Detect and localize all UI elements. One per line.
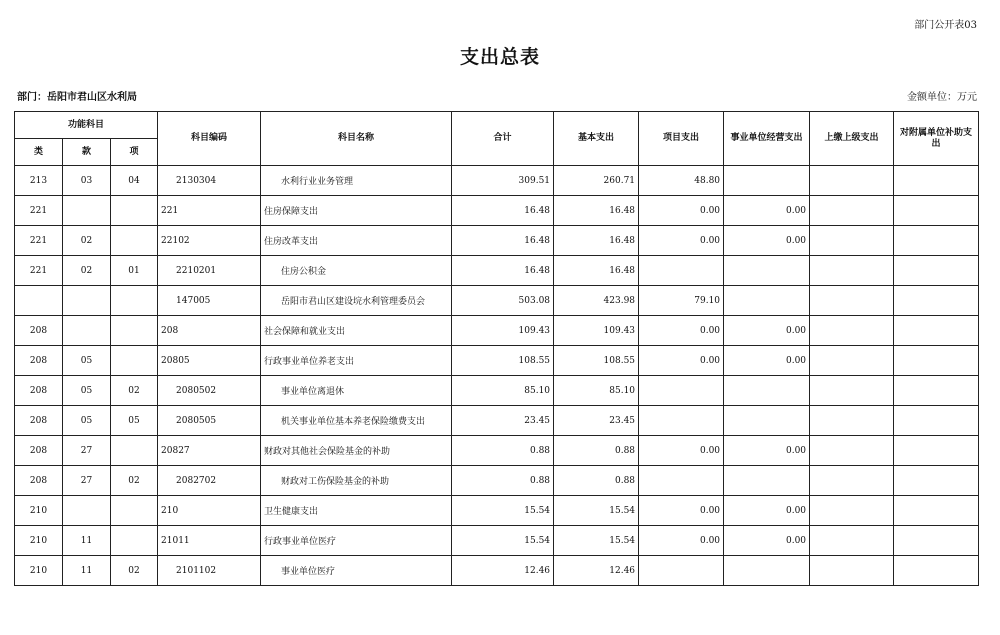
cell-lei: 221 [15,256,63,286]
table-row [15,346,979,376]
table-row [15,286,979,316]
cell-kuan: 03 [63,166,111,196]
cell-project: 0.00 [639,346,724,376]
cell-basic: 260.71 [554,166,639,196]
cell-lei: 210 [15,496,63,526]
cell-xiang: 01 [111,256,158,286]
cell-project: 79.10 [639,286,724,316]
cell-name: 事业单位离退休 [261,376,452,406]
cell-project: 0.00 [639,196,724,226]
cell-name: 事业单位医疗 [261,556,452,586]
cell-code: 22102 [158,226,261,256]
cell-code: 20805 [158,346,261,376]
cell-xiang: 02 [111,466,158,496]
cell-kuan: 05 [63,376,111,406]
cell-business: 0.00 [724,496,810,526]
cell-total: 16.48 [452,196,554,226]
cell-basic: 423.98 [554,286,639,316]
cell-kuan [63,496,111,526]
cell-business: 0.00 [724,346,810,376]
cell-business: 0.00 [724,316,810,346]
cell-kuan [63,316,111,346]
cell-upper [810,406,894,436]
cell-kuan: 05 [63,406,111,436]
cell-upper [810,496,894,526]
cell-subsidy [894,556,979,586]
cell-project [639,256,724,286]
cell-business [724,466,810,496]
cell-name: 机关事业单位基本养老保险缴费支出 [261,406,452,436]
cell-lei: 208 [15,346,63,376]
cell-lei: 208 [15,376,63,406]
department-label: 部门：岳阳市君山区水利局 [17,92,137,103]
header-basic-expenditure: 基本支出 [554,112,639,166]
header-subject-name: 科目名称 [261,112,452,166]
cell-total: 12.46 [452,556,554,586]
cell-basic: 15.54 [554,526,639,556]
cell-subsidy [894,196,979,226]
cell-basic: 16.48 [554,196,639,226]
cell-xiang: 04 [111,166,158,196]
cell-subsidy [894,376,979,406]
cell-xiang [111,436,158,466]
table-row [15,526,979,556]
cell-upper [810,196,894,226]
cell-code: 20827 [158,436,261,466]
cell-total: 85.10 [452,376,554,406]
cell-project [639,556,724,586]
cell-total: 16.48 [452,256,554,286]
cell-xiang [111,346,158,376]
cell-subsidy [894,226,979,256]
cell-xiang [111,286,158,316]
cell-basic: 12.46 [554,556,639,586]
cell-project: 0.00 [639,226,724,256]
cell-basic: 109.43 [554,316,639,346]
table-row [15,226,979,256]
cell-lei: 221 [15,226,63,256]
cell-subsidy [894,406,979,436]
cell-basic: 0.88 [554,436,639,466]
cell-xiang: 02 [111,556,158,586]
cell-kuan: 27 [63,466,111,496]
cell-kuan [63,286,111,316]
cell-subsidy [894,166,979,196]
table-row [15,436,979,466]
cell-lei: 213 [15,166,63,196]
cell-business [724,166,810,196]
cell-total: 309.51 [452,166,554,196]
header-total: 合计 [452,112,554,166]
cell-project: 48.80 [639,166,724,196]
cell-upper [810,556,894,586]
table-row [15,466,979,496]
cell-xiang: 05 [111,406,158,436]
cell-business: 0.00 [724,226,810,256]
cell-project [639,376,724,406]
cell-name: 卫生健康支出 [261,496,452,526]
cell-xiang [111,196,158,226]
cell-subsidy [894,466,979,496]
cell-code: 208 [158,316,261,346]
cell-upper [810,166,894,196]
cell-name: 行政事业单位医疗 [261,526,452,556]
cell-business [724,406,810,436]
cell-name: 住房保障支出 [261,196,452,226]
cell-kuan: 11 [63,556,111,586]
header-upper-payment: 上缴上级支出 [810,112,894,166]
cell-code: 147005 [158,286,261,316]
cell-code: 210 [158,496,261,526]
cell-business: 0.00 [724,196,810,226]
cell-project [639,406,724,436]
cell-code: 2210201 [158,256,261,286]
cell-total: 108.55 [452,346,554,376]
cell-total: 15.54 [452,526,554,556]
header-kuan: 款 [63,139,111,166]
cell-basic: 15.54 [554,496,639,526]
cell-lei: 208 [15,406,63,436]
header-subsidiary-subsidy: 对附属单位补助支出 [894,112,979,166]
table-row [15,406,979,436]
cell-upper [810,466,894,496]
cell-code: 2080505 [158,406,261,436]
header-subject-code: 科目编码 [158,112,261,166]
cell-lei: 210 [15,526,63,556]
cell-code: 2101102 [158,556,261,586]
cell-upper [810,316,894,346]
cell-upper [810,346,894,376]
cell-code: 2082702 [158,466,261,496]
cell-xiang [111,526,158,556]
cell-project: 0.00 [639,316,724,346]
table-row [15,196,979,226]
cell-upper [810,256,894,286]
cell-subsidy [894,436,979,466]
cell-business [724,376,810,406]
cell-business: 0.00 [724,436,810,466]
cell-kuan: 02 [63,226,111,256]
cell-name: 财政对工伤保险基金的补助 [261,466,452,496]
cell-lei: 208 [15,316,63,346]
header-function-subject: 功能科目 [15,112,158,139]
table-row [15,316,979,346]
cell-subsidy [894,316,979,346]
header-project-expenditure: 项目支出 [639,112,724,166]
cell-upper [810,226,894,256]
cell-xiang: 02 [111,376,158,406]
cell-basic: 108.55 [554,346,639,376]
cell-lei: 221 [15,196,63,226]
cell-name: 住房公积金 [261,256,452,286]
amount-unit-label: 金额单位：万元 [907,92,977,103]
cell-total: 23.45 [452,406,554,436]
cell-basic: 0.88 [554,466,639,496]
cell-code: 2080502 [158,376,261,406]
table-row [15,496,979,526]
cell-name: 社会保障和就业支出 [261,316,452,346]
cell-name: 岳阳市君山区建设垸水利管理委员会 [261,286,452,316]
cell-subsidy [894,526,979,556]
table-row [15,376,979,406]
cell-name: 水利行业业务管理 [261,166,452,196]
cell-business [724,286,810,316]
cell-project: 0.00 [639,496,724,526]
cell-total: 0.88 [452,436,554,466]
cell-project: 0.00 [639,526,724,556]
cell-code: 2130304 [158,166,261,196]
cell-upper [810,286,894,316]
cell-business [724,556,810,586]
cell-kuan: 02 [63,256,111,286]
cell-subsidy [894,346,979,376]
page-title: 支出总表 [459,46,540,68]
cell-upper [810,436,894,466]
cell-kuan: 27 [63,436,111,466]
cell-total: 16.48 [452,226,554,256]
cell-code: 221 [158,196,261,226]
header-xiang: 项 [111,139,158,166]
cell-total: 503.08 [452,286,554,316]
table-row [15,256,979,286]
cell-upper [810,376,894,406]
cell-subsidy [894,256,979,286]
cell-total: 109.43 [452,316,554,346]
cell-basic: 16.48 [554,256,639,286]
cell-lei: 208 [15,466,63,496]
cell-lei: 210 [15,556,63,586]
cell-lei: 208 [15,436,63,466]
cell-subsidy [894,286,979,316]
cell-lei [15,286,63,316]
cell-total: 15.54 [452,496,554,526]
header-lei: 类 [15,139,63,166]
cell-basic: 16.48 [554,226,639,256]
cell-name: 财政对其他社会保险基金的补助 [261,436,452,466]
cell-xiang [111,316,158,346]
cell-name: 住房改革支出 [261,226,452,256]
table-row [15,556,979,586]
cell-project: 0.00 [639,436,724,466]
report-number-label: 部门公开表03 [914,20,977,31]
cell-code: 21011 [158,526,261,556]
cell-basic: 23.45 [554,406,639,436]
table-row [15,166,979,196]
cell-business [724,256,810,286]
cell-xiang [111,226,158,256]
cell-xiang [111,496,158,526]
header-business-expenditure: 事业单位经营支出 [724,112,810,166]
cell-basic: 85.10 [554,376,639,406]
cell-upper [810,526,894,556]
cell-subsidy [894,496,979,526]
cell-kuan [63,196,111,226]
expenditure-table [14,111,979,586]
cell-business: 0.00 [724,526,810,556]
cell-total: 0.88 [452,466,554,496]
cell-name: 行政事业单位养老支出 [261,346,452,376]
cell-kuan: 05 [63,346,111,376]
cell-project [639,466,724,496]
cell-kuan: 11 [63,526,111,556]
